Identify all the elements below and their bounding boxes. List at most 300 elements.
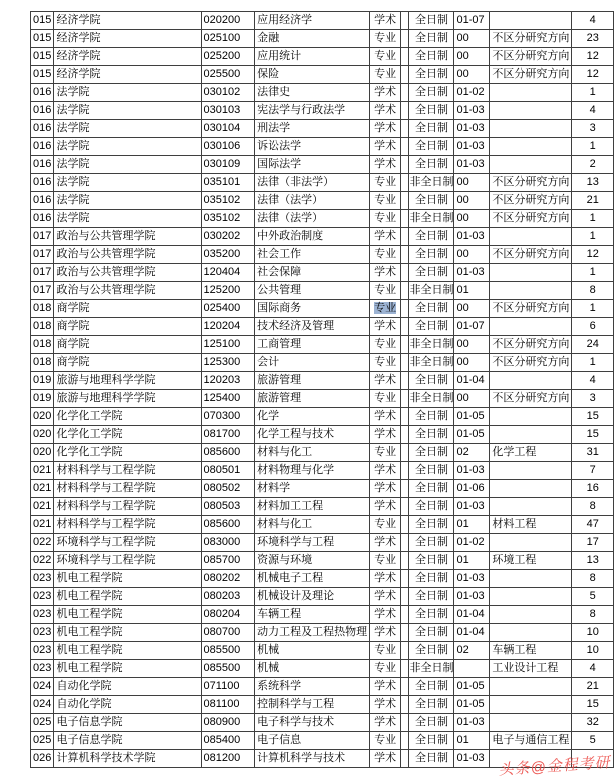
cell-direction: [454, 660, 490, 678]
cell-direction: 01-04: [454, 606, 490, 624]
cell-major-code: 085600: [201, 516, 255, 534]
cell-dept-code: 021: [31, 498, 54, 516]
cell-count: 17: [572, 534, 614, 552]
cell-college: 计算机科学技术学院: [54, 750, 201, 768]
cell-schedule: 全日制: [409, 48, 454, 66]
cell-major-code: 085400: [201, 732, 255, 750]
cell-spacer: [401, 228, 409, 246]
cell-schedule: 全日制: [409, 696, 454, 714]
cell-dept-code: 021: [31, 516, 54, 534]
cell-major-name: 应用经济学: [255, 12, 370, 30]
cell-degree-type: 专业: [370, 282, 401, 300]
cell-major-name: 旅游管理: [255, 372, 370, 390]
cell-schedule: 全日制: [409, 588, 454, 606]
cell-college: 经济学院: [54, 12, 201, 30]
cell-spacer: [401, 66, 409, 84]
cell-degree-type: 学术: [370, 426, 401, 444]
cell-count: 2: [572, 156, 614, 174]
cell-note: 不区分研究方向: [490, 192, 572, 210]
cell-college: 机电工程学院: [54, 588, 201, 606]
cell-degree-type: 专业: [370, 174, 401, 192]
cell-direction: 02: [454, 642, 490, 660]
table-row: [31, 480, 614, 498]
table-row: [31, 318, 614, 336]
cell-schedule: 全日制: [409, 264, 454, 282]
cell-major-code: 025500: [201, 66, 255, 84]
cell-count: 15: [572, 426, 614, 444]
cell-note: [490, 498, 572, 516]
cell-direction: 01-07: [454, 12, 490, 30]
cell-count: 13: [572, 174, 614, 192]
cell-major-code: 080700: [201, 624, 255, 642]
cell-count: 1: [572, 264, 614, 282]
cell-degree-type: 学术: [370, 318, 401, 336]
cell-note: [490, 228, 572, 246]
cell-major-code: 030104: [201, 120, 255, 138]
cell-count: [572, 750, 614, 768]
cell-dept-code: 018: [31, 318, 54, 336]
cell-schedule: 全日制: [409, 246, 454, 264]
cell-college: 商学院: [54, 318, 201, 336]
cell-schedule: 全日制: [409, 678, 454, 696]
cell-college: 法学院: [54, 210, 201, 228]
cell-note: [490, 588, 572, 606]
cell-major-name: 旅游管理: [255, 390, 370, 408]
cell-college: 电子信息学院: [54, 714, 201, 732]
cell-degree-type: 专业: [370, 192, 401, 210]
table-row: [31, 408, 614, 426]
cell-college: 经济学院: [54, 30, 201, 48]
cell-count: 12: [572, 246, 614, 264]
cell-spacer: [401, 480, 409, 498]
cell-count: 1: [572, 300, 614, 318]
cell-direction: 00: [454, 192, 490, 210]
cell-count: 4: [572, 372, 614, 390]
cell-degree-type: 专业: [370, 642, 401, 660]
cell-college: 机电工程学院: [54, 624, 201, 642]
cell-major-code: 070300: [201, 408, 255, 426]
cell-major-name: 保险: [255, 66, 370, 84]
cell-count: 5: [572, 732, 614, 750]
cell-schedule: 全日制: [409, 156, 454, 174]
cell-major-code: 080203: [201, 588, 255, 606]
cell-major-name: 机械电子工程: [255, 570, 370, 588]
cell-degree-type: 学术: [370, 408, 401, 426]
cell-note: 不区分研究方向: [490, 30, 572, 48]
cell-major-name: 法律（法学）: [255, 210, 370, 228]
cell-direction: 01-05: [454, 408, 490, 426]
cell-count: 1: [572, 354, 614, 372]
cell-schedule: 全日制: [409, 372, 454, 390]
table-row: [31, 84, 614, 102]
cell-spacer: [401, 300, 409, 318]
cell-schedule: 全日制: [409, 606, 454, 624]
cell-college: 机电工程学院: [54, 642, 201, 660]
cell-direction: 01-03: [454, 264, 490, 282]
cell-schedule: 全日制: [409, 300, 454, 318]
cell-degree-type: 专业: [370, 444, 401, 462]
cell-college: 材料科学与工程学院: [54, 498, 201, 516]
cell-spacer: [401, 372, 409, 390]
cell-count: 32: [572, 714, 614, 732]
cell-count: 21: [572, 678, 614, 696]
cell-dept-code: 023: [31, 642, 54, 660]
cell-count: 23: [572, 30, 614, 48]
cell-spacer: [401, 120, 409, 138]
cell-note: [490, 606, 572, 624]
cell-note: 不区分研究方向: [490, 300, 572, 318]
cell-note: [490, 84, 572, 102]
cell-spacer: [401, 12, 409, 30]
cell-spacer: [401, 174, 409, 192]
cell-direction: 01-03: [454, 498, 490, 516]
cell-college: 法学院: [54, 174, 201, 192]
cell-schedule: 全日制: [409, 138, 454, 156]
cell-direction: 00: [454, 210, 490, 228]
cell-major-code: 080502: [201, 480, 255, 498]
cell-count: 24: [572, 336, 614, 354]
cell-degree-type: 学术: [370, 696, 401, 714]
cell-major-name: 社会保障: [255, 264, 370, 282]
table-row: [31, 336, 614, 354]
cell-spacer: [401, 210, 409, 228]
cell-major-name: 材料物理与化学: [255, 462, 370, 480]
cell-degree-type: 专业: [370, 552, 401, 570]
cell-degree-type: 专业: [370, 30, 401, 48]
table-row: [31, 48, 614, 66]
cell-note: [490, 462, 572, 480]
table-row: [31, 66, 614, 84]
cell-dept-code: 016: [31, 210, 54, 228]
cell-college: 机电工程学院: [54, 660, 201, 678]
cell-major-code: 071100: [201, 678, 255, 696]
cell-dept-code: 015: [31, 12, 54, 30]
cell-spacer: [401, 588, 409, 606]
cell-college: 化学化工学院: [54, 444, 201, 462]
cell-college: 材料科学与工程学院: [54, 462, 201, 480]
cell-spacer: [401, 624, 409, 642]
cell-major-code: 085500: [201, 660, 255, 678]
cell-degree-type: 专业: [370, 210, 401, 228]
cell-major-name: 工商管理: [255, 336, 370, 354]
cell-college: 政治与公共管理学院: [54, 228, 201, 246]
cell-dept-code: 020: [31, 444, 54, 462]
table-row: [31, 282, 614, 300]
cell-major-name: 控制科学与工程: [255, 696, 370, 714]
cell-dept-code: 015: [31, 30, 54, 48]
cell-dept-code: 017: [31, 246, 54, 264]
cell-major-name: 环境科学与工程: [255, 534, 370, 552]
cell-major-code: 080501: [201, 462, 255, 480]
cell-degree-type: 学术: [370, 84, 401, 102]
cell-major-name: 计算机科学与技术: [255, 750, 370, 768]
cell-direction: 00: [454, 48, 490, 66]
cell-spacer: [401, 750, 409, 768]
cell-dept-code: 018: [31, 336, 54, 354]
cell-spacer: [401, 336, 409, 354]
cell-major-name: 国际商务: [255, 300, 370, 318]
cell-note: [490, 534, 572, 552]
cell-direction: 01: [454, 732, 490, 750]
cell-major-code: 125300: [201, 354, 255, 372]
table-row: [31, 642, 614, 660]
cell-major-name: 机械: [255, 642, 370, 660]
cell-degree-type: 专业: [370, 354, 401, 372]
cell-note: 不区分研究方向: [490, 390, 572, 408]
cell-count: 13: [572, 552, 614, 570]
cell-dept-code: 017: [31, 282, 54, 300]
cell-count: 8: [572, 570, 614, 588]
cell-dept-code: 023: [31, 570, 54, 588]
cell-degree-type: 学术: [370, 138, 401, 156]
cell-spacer: [401, 462, 409, 480]
selected-text: 专业: [374, 302, 397, 314]
majors-table-container: [30, 11, 614, 768]
cell-spacer: [401, 714, 409, 732]
table-row: [31, 552, 614, 570]
table-row: [31, 462, 614, 480]
cell-major-name: 法律（非法学）: [255, 174, 370, 192]
cell-spacer: [401, 516, 409, 534]
cell-schedule: 全日制: [409, 318, 454, 336]
cell-major-name: 法律（法学）: [255, 192, 370, 210]
table-row: [31, 426, 614, 444]
cell-major-code: 080202: [201, 570, 255, 588]
cell-major-name: 材料学: [255, 480, 370, 498]
cell-spacer: [401, 606, 409, 624]
cell-count: 3: [572, 120, 614, 138]
table-row: [31, 606, 614, 624]
cell-note: [490, 426, 572, 444]
cell-spacer: [401, 48, 409, 66]
cell-note: [490, 678, 572, 696]
cell-schedule: 非全日制: [409, 336, 454, 354]
table-row: [31, 174, 614, 192]
majors-table: [30, 11, 614, 768]
cell-college: 机电工程学院: [54, 570, 201, 588]
cell-college: 自动化学院: [54, 678, 201, 696]
cell-note: 化学工程: [490, 444, 572, 462]
cell-degree-type: 专业: [370, 336, 401, 354]
cell-college: 经济学院: [54, 48, 201, 66]
cell-count: 15: [572, 696, 614, 714]
cell-dept-code: 015: [31, 66, 54, 84]
cell-college: 机电工程学院: [54, 606, 201, 624]
cell-spacer: [401, 102, 409, 120]
cell-major-name: 公共管理: [255, 282, 370, 300]
table-row: [31, 372, 614, 390]
cell-spacer: [401, 408, 409, 426]
cell-degree-type: 专业: [370, 732, 401, 750]
cell-direction: 01-03: [454, 750, 490, 768]
table-row: [31, 678, 614, 696]
cell-major-code: 035102: [201, 210, 255, 228]
cell-degree-type: 学术: [370, 498, 401, 516]
cell-college: 商学院: [54, 336, 201, 354]
table-row: [31, 246, 614, 264]
cell-degree-type: 专业: [370, 66, 401, 84]
cell-major-name: 电子信息: [255, 732, 370, 750]
table-row: [31, 516, 614, 534]
cell-schedule: 全日制: [409, 642, 454, 660]
cell-spacer: [401, 660, 409, 678]
cell-schedule: 全日制: [409, 408, 454, 426]
cell-direction: 01: [454, 282, 490, 300]
cell-direction: 01-06: [454, 480, 490, 498]
cell-major-name: 会计: [255, 354, 370, 372]
cell-spacer: [401, 552, 409, 570]
cell-note: [490, 120, 572, 138]
cell-count: 12: [572, 48, 614, 66]
cell-college: 化学化工学院: [54, 426, 201, 444]
cell-direction: 00: [454, 66, 490, 84]
table-row: [31, 300, 614, 318]
cell-spacer: [401, 264, 409, 282]
cell-major-code: 030102: [201, 84, 255, 102]
cell-dept-code: 020: [31, 426, 54, 444]
cell-schedule: 非全日制: [409, 282, 454, 300]
cell-schedule: 全日制: [409, 192, 454, 210]
cell-schedule: 非全日制: [409, 174, 454, 192]
cell-major-code: 030202: [201, 228, 255, 246]
cell-major-code: 083000: [201, 534, 255, 552]
cell-major-code: 125200: [201, 282, 255, 300]
cell-degree-type: 学术: [370, 102, 401, 120]
cell-note: [490, 714, 572, 732]
cell-major-name: 应用统计: [255, 48, 370, 66]
cell-note: 材料工程: [490, 516, 572, 534]
cell-dept-code: 016: [31, 138, 54, 156]
cell-dept-code: 023: [31, 588, 54, 606]
cell-college: 经济学院: [54, 66, 201, 84]
cell-major-name: 机械设计及理论: [255, 588, 370, 606]
cell-dept-code: 019: [31, 372, 54, 390]
cell-spacer: [401, 318, 409, 336]
cell-degree-type: 学术: [370, 534, 401, 552]
cell-schedule: 非全日制: [409, 390, 454, 408]
cell-count: 1: [572, 84, 614, 102]
cell-direction: 00: [454, 390, 490, 408]
cell-count: 47: [572, 516, 614, 534]
cell-count: 10: [572, 642, 614, 660]
cell-major-name: 国际法学: [255, 156, 370, 174]
table-row: [31, 498, 614, 516]
cell-schedule: 全日制: [409, 84, 454, 102]
cell-schedule: 非全日制: [409, 354, 454, 372]
cell-major-code: 081200: [201, 750, 255, 768]
cell-schedule: 全日制: [409, 624, 454, 642]
cell-direction: 02: [454, 444, 490, 462]
cell-degree-type: 专业: [370, 660, 401, 678]
cell-count: 1: [572, 138, 614, 156]
cell-note: 不区分研究方向: [490, 246, 572, 264]
cell-count: 16: [572, 480, 614, 498]
cell-dept-code: 025: [31, 714, 54, 732]
cell-count: 4: [572, 660, 614, 678]
cell-direction: 01-05: [454, 696, 490, 714]
cell-spacer: [401, 156, 409, 174]
cell-major-code: 125400: [201, 390, 255, 408]
cell-note: 不区分研究方向: [490, 66, 572, 84]
cell-major-code: 030103: [201, 102, 255, 120]
cell-college: 商学院: [54, 354, 201, 372]
cell-college: 材料科学与工程学院: [54, 480, 201, 498]
cell-dept-code: 021: [31, 462, 54, 480]
cell-count: 15: [572, 408, 614, 426]
cell-schedule: 全日制: [409, 498, 454, 516]
table-row: [31, 624, 614, 642]
cell-count: 1: [572, 210, 614, 228]
cell-direction: 01-07: [454, 318, 490, 336]
cell-major-name: 金融: [255, 30, 370, 48]
cell-direction: 01-03: [454, 570, 490, 588]
cell-direction: 01-03: [454, 138, 490, 156]
cell-degree-type: 学术: [370, 462, 401, 480]
cell-dept-code: 023: [31, 606, 54, 624]
cell-note: [490, 156, 572, 174]
cell-dept-code: 016: [31, 102, 54, 120]
cell-direction: 01-02: [454, 534, 490, 552]
cell-major-name: 电子科学与技术: [255, 714, 370, 732]
cell-major-name: 刑法学: [255, 120, 370, 138]
cell-college: 法学院: [54, 192, 201, 210]
cell-count: 21: [572, 192, 614, 210]
cell-spacer: [401, 570, 409, 588]
cell-spacer: [401, 282, 409, 300]
cell-college: 自动化学院: [54, 696, 201, 714]
cell-degree-type: 学术: [370, 750, 401, 768]
cell-college: 商学院: [54, 300, 201, 318]
cell-spacer: [401, 642, 409, 660]
cell-college: 政治与公共管理学院: [54, 246, 201, 264]
watermark: 头条@金程考研: [497, 754, 611, 779]
cell-major-name: 材料与化工: [255, 444, 370, 462]
cell-major-code: 025100: [201, 30, 255, 48]
cell-direction: 01-03: [454, 714, 490, 732]
cell-count: 6: [572, 318, 614, 336]
cell-degree-type: 学术: [370, 570, 401, 588]
cell-dept-code: 024: [31, 678, 54, 696]
cell-major-code: 080900: [201, 714, 255, 732]
table-row: [31, 534, 614, 552]
cell-direction: 00: [454, 300, 490, 318]
cell-dept-code: 020: [31, 408, 54, 426]
cell-schedule: 全日制: [409, 66, 454, 84]
cell-schedule: 全日制: [409, 714, 454, 732]
table-row: [31, 102, 614, 120]
cell-dept-code: 016: [31, 192, 54, 210]
cell-major-name: 车辆工程: [255, 606, 370, 624]
cell-count: 7: [572, 462, 614, 480]
cell-major-name: 化学工程与技术: [255, 426, 370, 444]
cell-count: 10: [572, 624, 614, 642]
table-row: [31, 588, 614, 606]
cell-schedule: 全日制: [409, 426, 454, 444]
cell-major-name: 材料加工工程: [255, 498, 370, 516]
cell-spacer: [401, 192, 409, 210]
cell-note: [490, 138, 572, 156]
cell-count: 12: [572, 66, 614, 84]
cell-note: [490, 102, 572, 120]
table-row: [31, 354, 614, 372]
cell-schedule: 全日制: [409, 534, 454, 552]
cell-degree-type: 学术: [370, 588, 401, 606]
cell-major-name: 机械: [255, 660, 370, 678]
cell-spacer: [401, 732, 409, 750]
cell-note: [490, 750, 572, 768]
cell-degree-type: 学术: [370, 480, 401, 498]
cell-major-code: 120404: [201, 264, 255, 282]
